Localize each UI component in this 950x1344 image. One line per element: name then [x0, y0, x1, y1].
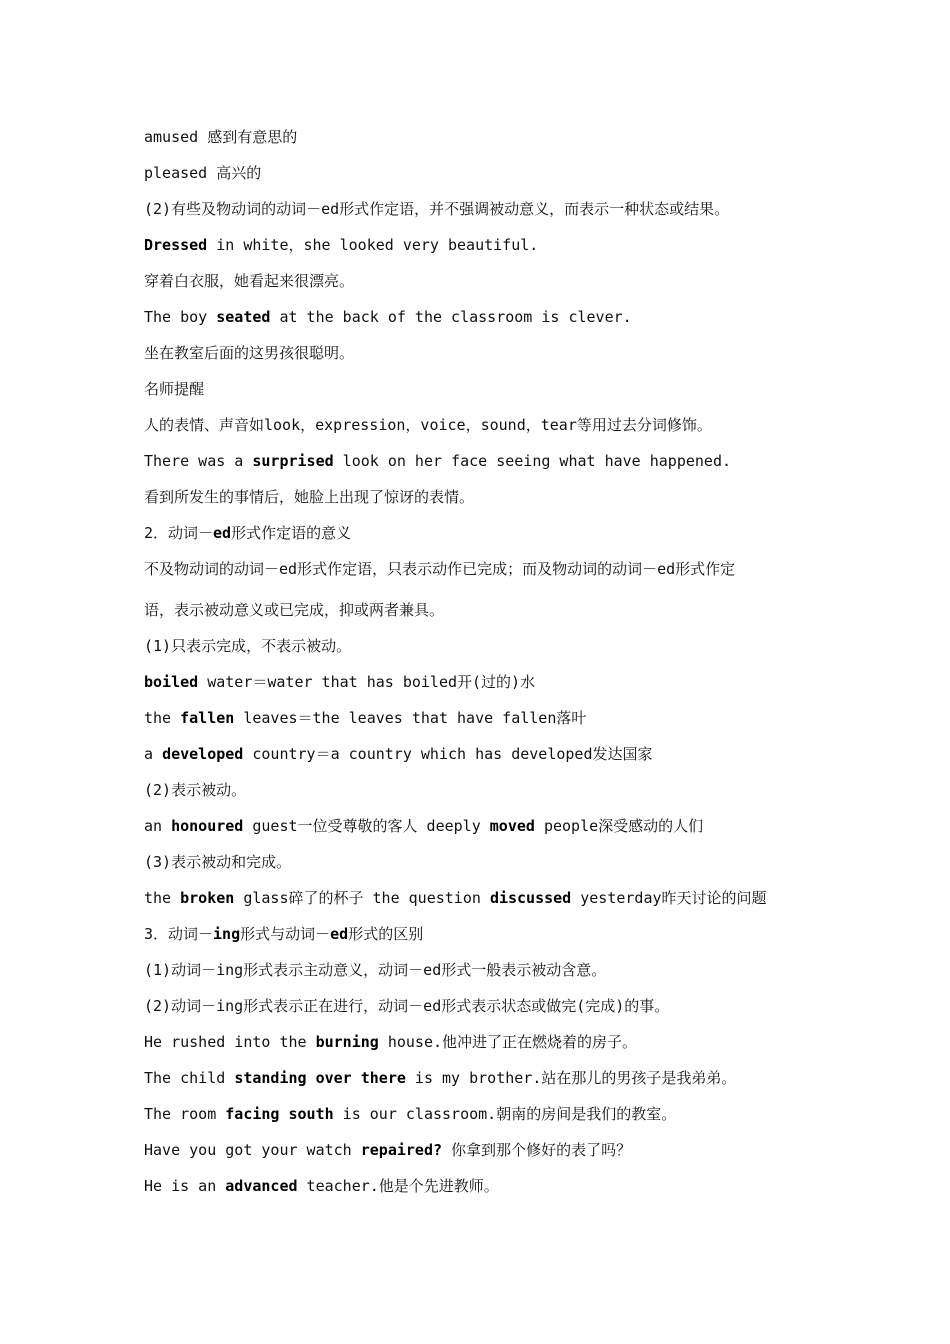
highlighted-term: Dressed: [144, 236, 208, 254]
text-segment: (2)动词－ing形式表示正在进行，动词－ed形式表示状态或做完(完成)的事。: [144, 997, 670, 1015]
text-segment: He is an: [144, 1177, 226, 1195]
text-segment: a: [144, 745, 163, 763]
text-segment: house.他冲进了正在燃烧着的房子。: [378, 1033, 638, 1051]
highlighted-term: ing: [213, 925, 241, 943]
text-segment: yesterday昨天讨论的问题: [571, 889, 767, 907]
text-segment: guest一位受尊敬的客人 deeply: [243, 817, 490, 835]
text-line: [144, 230, 824, 266]
text-line: [144, 1171, 824, 1207]
text-line: [144, 595, 824, 631]
text-line: [144, 703, 824, 739]
text-segment: (3)表示被动和完成。: [144, 853, 292, 871]
text-line: [144, 446, 824, 482]
text-segment: 不及物动词的动词－ed形式作定语，只表示动作已完成；而及物动词的动词－ed形式作定: [144, 560, 736, 578]
text-segment: The child: [144, 1069, 235, 1087]
text-line: [144, 374, 824, 410]
text-line: [144, 410, 824, 446]
highlighted-term: honoured: [171, 817, 244, 835]
text-line: [144, 775, 824, 811]
highlighted-term: moved: [489, 817, 535, 835]
text-segment: 坐在教室后面的这男孩很聪明。: [144, 344, 355, 362]
text-segment: people深受感动的人们: [534, 817, 704, 835]
text-line: [144, 847, 824, 883]
text-segment: leaves＝the leaves that have fallen落叶: [234, 709, 587, 727]
highlighted-term: discussed: [489, 889, 572, 907]
text-segment: 穿着白衣服，她看起来很漂亮。: [144, 272, 355, 290]
highlighted-term: standing over there: [234, 1069, 406, 1087]
highlighted-term: developed: [162, 745, 244, 763]
text-line: [144, 338, 824, 374]
text-line: [144, 667, 824, 703]
highlighted-term: surprised: [252, 452, 334, 470]
text-segment: He rushed into the: [144, 1033, 316, 1051]
highlighted-term: advanced: [225, 1177, 298, 1195]
text-segment: 形式作定语的意义: [231, 524, 352, 542]
text-line: [144, 1099, 824, 1135]
highlighted-term: seated: [216, 308, 271, 326]
text-segment: 语，表示被动意义或已完成，抑或两者兼具。: [144, 601, 445, 619]
highlighted-term: burning: [315, 1033, 379, 1051]
text-line: [144, 991, 824, 1027]
text-segment: amused 感到有意思的: [144, 128, 298, 146]
text-segment: 人的表情、声音如look，expression，voice，sound，tear等用过去分词修饰。: [144, 416, 712, 434]
text-segment: 2．动词－: [144, 524, 214, 542]
text-segment: (2)表示被动。: [144, 781, 247, 799]
highlighted-term: broken: [180, 889, 235, 907]
text-line: [144, 631, 824, 667]
text-segment: look on her face seeing what have happened.: [333, 452, 732, 470]
text-line: [144, 955, 824, 991]
text-line: [144, 266, 824, 302]
text-segment: in white，she looked very beautiful.: [207, 236, 539, 254]
highlighted-term: repaired?: [360, 1141, 443, 1159]
text-segment: Have you got your watch: [144, 1141, 361, 1159]
text-segment: There was a: [144, 452, 253, 470]
text-segment: (2)有些及物动词的动词－ed形式作定语，并不强调被动意义，而表示一种状态或结果。: [144, 200, 730, 218]
text-segment: an: [144, 817, 172, 835]
text-line: [144, 1027, 824, 1063]
text-segment: 看到所发生的事情后，她脸上出现了惊讶的表情。: [144, 488, 475, 506]
text-segment: 你拿到那个修好的表了吗？: [442, 1141, 632, 1159]
text-segment: country＝a country which has developed发达国家: [243, 745, 653, 763]
text-line: [144, 482, 824, 518]
text-line: [144, 554, 824, 595]
text-segment: The boy: [144, 308, 217, 326]
text-segment: 3．动词－: [144, 925, 214, 943]
text-line: [144, 919, 824, 955]
text-line: [144, 518, 824, 554]
text-line: [144, 158, 824, 194]
text-segment: 名师提醒: [144, 380, 205, 398]
text-segment: water＝water that has boiled开(过的)水: [198, 673, 536, 691]
text-segment: 形式的区别: [348, 925, 424, 943]
text-segment: at the back of the classroom is clever.: [270, 308, 632, 326]
text-segment: 形式与动词－: [240, 925, 331, 943]
highlighted-term: fallen: [180, 709, 235, 727]
text-segment: teacher.他是个先进教师。: [297, 1177, 499, 1195]
text-segment: (1)动词－ing形式表示主动意义，动词－ed形式一般表示被动含意。: [144, 961, 607, 979]
text-segment: glass碎了的杯子 the question: [234, 889, 490, 907]
text-line: [144, 194, 824, 230]
document-body: [144, 122, 824, 1207]
highlighted-term: ed: [213, 524, 232, 542]
text-segment: the: [144, 889, 181, 907]
text-line: [144, 1135, 824, 1171]
text-segment: The room: [144, 1105, 226, 1123]
text-segment: is my brother.站在那儿的男孩子是我弟弟。: [405, 1069, 737, 1087]
text-line: [144, 739, 824, 775]
highlighted-term: facing south: [225, 1105, 334, 1123]
text-line: [144, 302, 824, 338]
text-line: [144, 1063, 824, 1099]
text-segment: the: [144, 709, 181, 727]
text-segment: (1)只表示完成，不表示被动。: [144, 637, 352, 655]
text-line: [144, 811, 824, 847]
text-segment: is our classroom.朝南的房间是我们的教室。: [333, 1105, 677, 1123]
highlighted-term: ed: [330, 925, 349, 943]
text-line: [144, 122, 824, 158]
highlighted-term: boiled: [144, 673, 199, 691]
text-line: [144, 883, 824, 919]
text-segment: pleased 高兴的: [144, 164, 262, 182]
